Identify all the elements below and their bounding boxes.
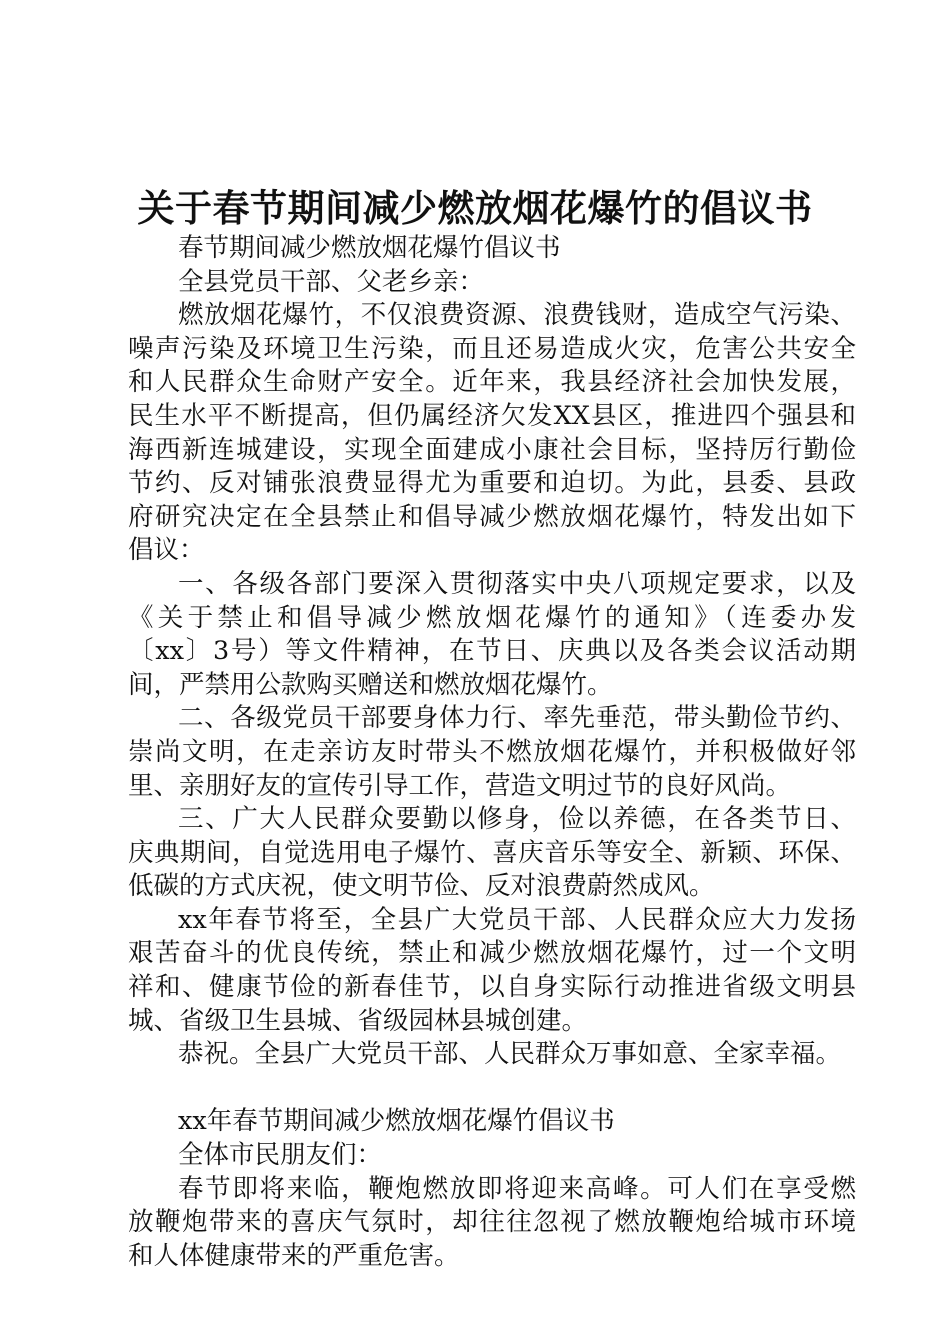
text-line: xx年春节期间减少燃放烟花爆竹倡议书 [178, 1106, 615, 1137]
text-line: 三、广大人民群众要勤以修身，俭以养德，在各类节日、 [178, 804, 856, 835]
text-line: 〔xx〕3号）等文件精神，在节日、庆典以及各类会议活动期 [128, 636, 856, 667]
text-line: 艰苦奋斗的优良传统，禁止和减少燃放烟花爆竹，过一个文明 [128, 938, 856, 969]
text-line: 府研究决定在全县禁止和倡导减少燃放烟花爆竹，特发出如下 [128, 501, 856, 532]
text-line: 倡议： [128, 535, 205, 566]
text-line: 全体市民朋友们： [178, 1140, 383, 1171]
text-line: 庆典期间，自觉选用电子爆竹、喜庆音乐等安全、新颖、环保、 [128, 837, 856, 868]
text-line: 春节即将来临，鞭炮燃放即将迎来高峰。可人们在享受燃 [178, 1173, 856, 1204]
text-line: xx年春节将至，全县广大党员干部、人民群众应大力发扬 [178, 904, 856, 935]
text-line: 和人民群众生命财产安全。近年来，我县经济社会加快发展， [128, 367, 856, 398]
text-line: 一、各级各部门要深入贯彻落实中央八项规定要求，以及 [178, 568, 856, 599]
text-line: 里、亲朋好友的宣传引导工作，营造文明过节的良好风尚。 [128, 770, 792, 801]
text-line: 间，严禁用公款购买赠送和燃放烟花爆竹。 [128, 669, 613, 700]
text-line: 崇尚文明，在走亲访友时带头不燃放烟花爆竹，并积极做好邻 [128, 736, 856, 767]
text-line: 二、各级党员干部要身体力行、率先垂范，带头勤俭节约、 [178, 703, 856, 734]
text-line: 全县党员干部、父老乡亲： [178, 266, 485, 297]
text-line: 燃放烟花爆竹，不仅浪费资源、浪费钱财，造成空气污染、 [178, 300, 856, 331]
text-line: 放鞭炮带来的喜庆气氛时，却往往忽视了燃放鞭炮给城市环境 [128, 1207, 856, 1238]
text-line: 节约、反对铺张浪费显得尤为重要和迫切。为此，县委、县政 [128, 468, 856, 499]
document-title: 关于春节期间减少燃放烟花爆竹的倡议书 [137, 186, 813, 230]
text-line: 民生水平不断提高，但仍属经济欠发XX县区，推进四个强县和 [128, 400, 856, 431]
text-line: 春节期间减少燃放烟花爆竹倡议书 [178, 233, 561, 263]
text-line: 城、省级卫生县城、省级园林县城创建。 [128, 1005, 588, 1036]
text-line: 噪声污染及环境卫生污染，而且还易造成火灾，危害公共安全 [128, 333, 856, 364]
document-body [128, 232, 856, 1273]
text-line: 祥和、健康节俭的新春佳节，以自身实际行动推进省级文明县 [128, 972, 856, 1003]
text-line: 低碳的方式庆祝，使文明节俭、反对浪费蔚然成风。 [128, 871, 715, 902]
blank-line [128, 1072, 856, 1106]
text-line: 《关于禁止和倡导减少燃放烟花爆竹的通知》（连委办发 [128, 602, 856, 633]
text-line: 恭祝。全县广大党员干部、人民群众万事如意、全家幸福。 [178, 1039, 842, 1070]
text-line: 海西新连城建设，实现全面建成小康社会目标，坚持厉行勤俭 [128, 434, 856, 465]
text-line: 和人体健康带来的严重危害。 [128, 1240, 460, 1271]
